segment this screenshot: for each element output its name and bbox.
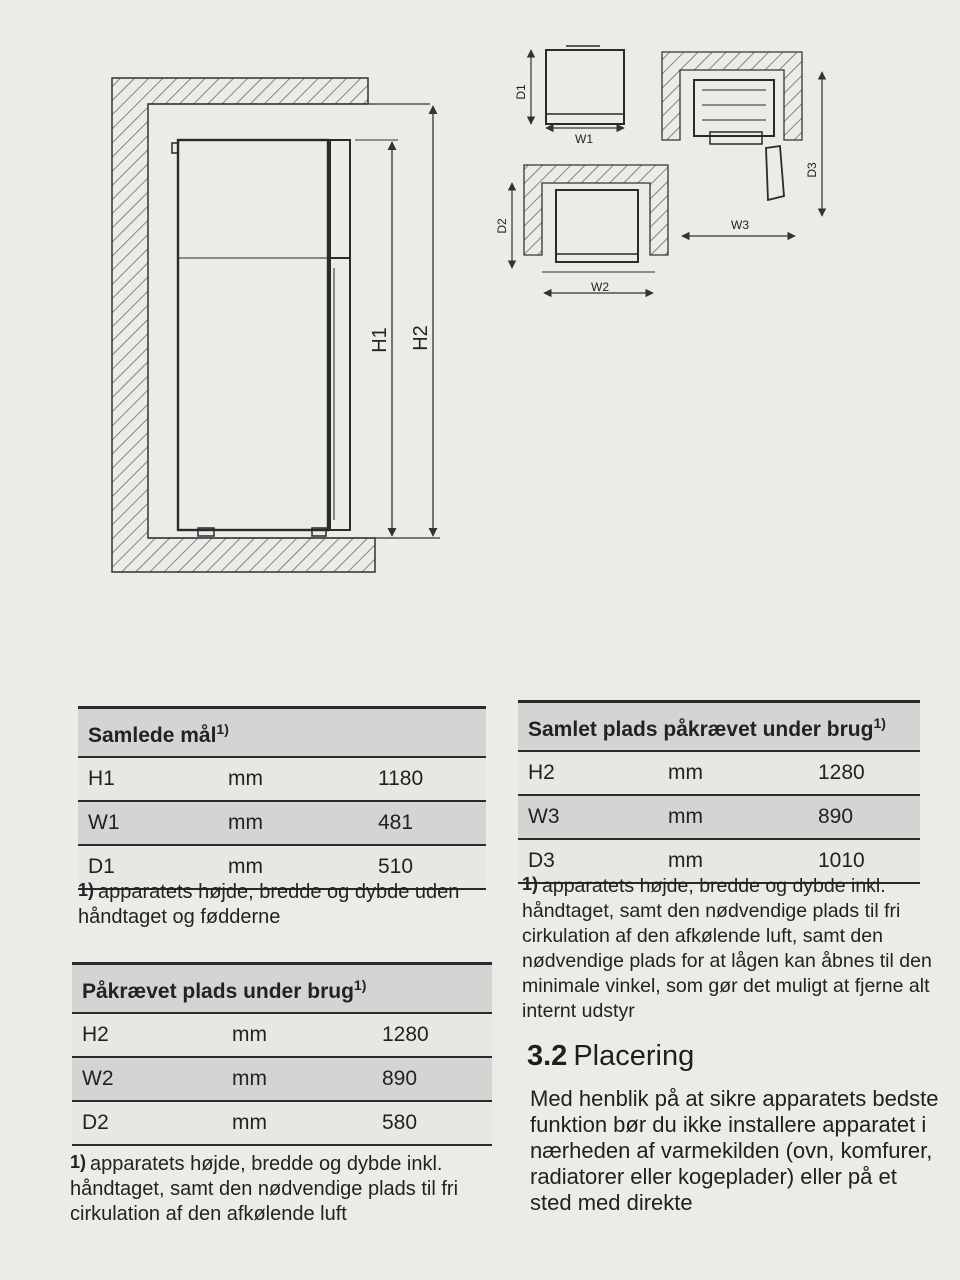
h2-label: H2 xyxy=(410,325,432,351)
total-footnote: 1) apparatets højde, bredde og dybde inkl. håndtaget, samt den nødvendige plads til fri cirkulation af den afkølende luft, samt den nødvendige plads for at lågen kan åbnes til den minimale vinkel, som gør det muligt at fjerne alt internt udstyr xyxy=(522,874,932,1022)
w3-label: W3 xyxy=(731,218,749,232)
section-heading: 3.2 Placering xyxy=(527,1040,695,1072)
top-view-w1-d1 xyxy=(514,46,624,146)
table-row: H2 mm 1280 xyxy=(518,751,920,795)
top-view-w3-d3 xyxy=(662,52,822,236)
table-row: W1 mm 481 xyxy=(78,801,486,845)
required-footnote: 1) apparatets højde, bredde og dybde inkl. håndtaget, samt den nødvendige plads til fri cirkulation af den afkølende luft xyxy=(70,1152,459,1225)
fridge-side-diagram xyxy=(112,78,440,572)
overall-footnote: 1) apparatets højde, bredde og dybde uden håndtaget og fødderne xyxy=(78,880,460,928)
wall-hatching xyxy=(112,78,375,572)
table-title: Samlet plads påkrævet under brug$^{1)}$ xyxy=(518,702,920,752)
table-row: H2 mm 1280 xyxy=(72,1013,492,1057)
table-title: Påkrævet plads under brug$^{1)}$ xyxy=(72,964,492,1014)
h1-label: H1 xyxy=(369,327,391,353)
required-space-table xyxy=(72,962,492,1146)
total-space-table xyxy=(518,700,920,884)
d3-label: D3 xyxy=(805,162,819,178)
table-row: D2 mm 580 xyxy=(72,1101,492,1145)
fridge-body xyxy=(178,140,328,530)
d2-label: D2 xyxy=(495,218,509,234)
fridge-door xyxy=(330,140,350,530)
w1-label: W1 xyxy=(575,132,593,146)
table-row: W2 mm 890 xyxy=(72,1057,492,1101)
section-body: Med henblik på at sikre apparatets bedste funktion bør du ikke installere apparatet i nærheden af varmekilden (ovn, komfurer, radiatorer eller kogeplader) eller på et sted med direkte xyxy=(530,1086,939,1215)
table-row: D1 mm 510 xyxy=(78,845,486,889)
table-row: D3 mm 1010 xyxy=(518,839,920,883)
table-row: W3 mm 890 xyxy=(518,795,920,839)
table-row: H1 mm 1180 xyxy=(78,757,486,801)
overall-dimensions-table xyxy=(78,706,486,890)
w2-label: W2 xyxy=(591,280,609,294)
top-view-w2-d2 xyxy=(495,165,668,294)
d1-label: D1 xyxy=(514,84,528,100)
table-title: Samlede mål$^{1)}$ xyxy=(78,708,486,758)
